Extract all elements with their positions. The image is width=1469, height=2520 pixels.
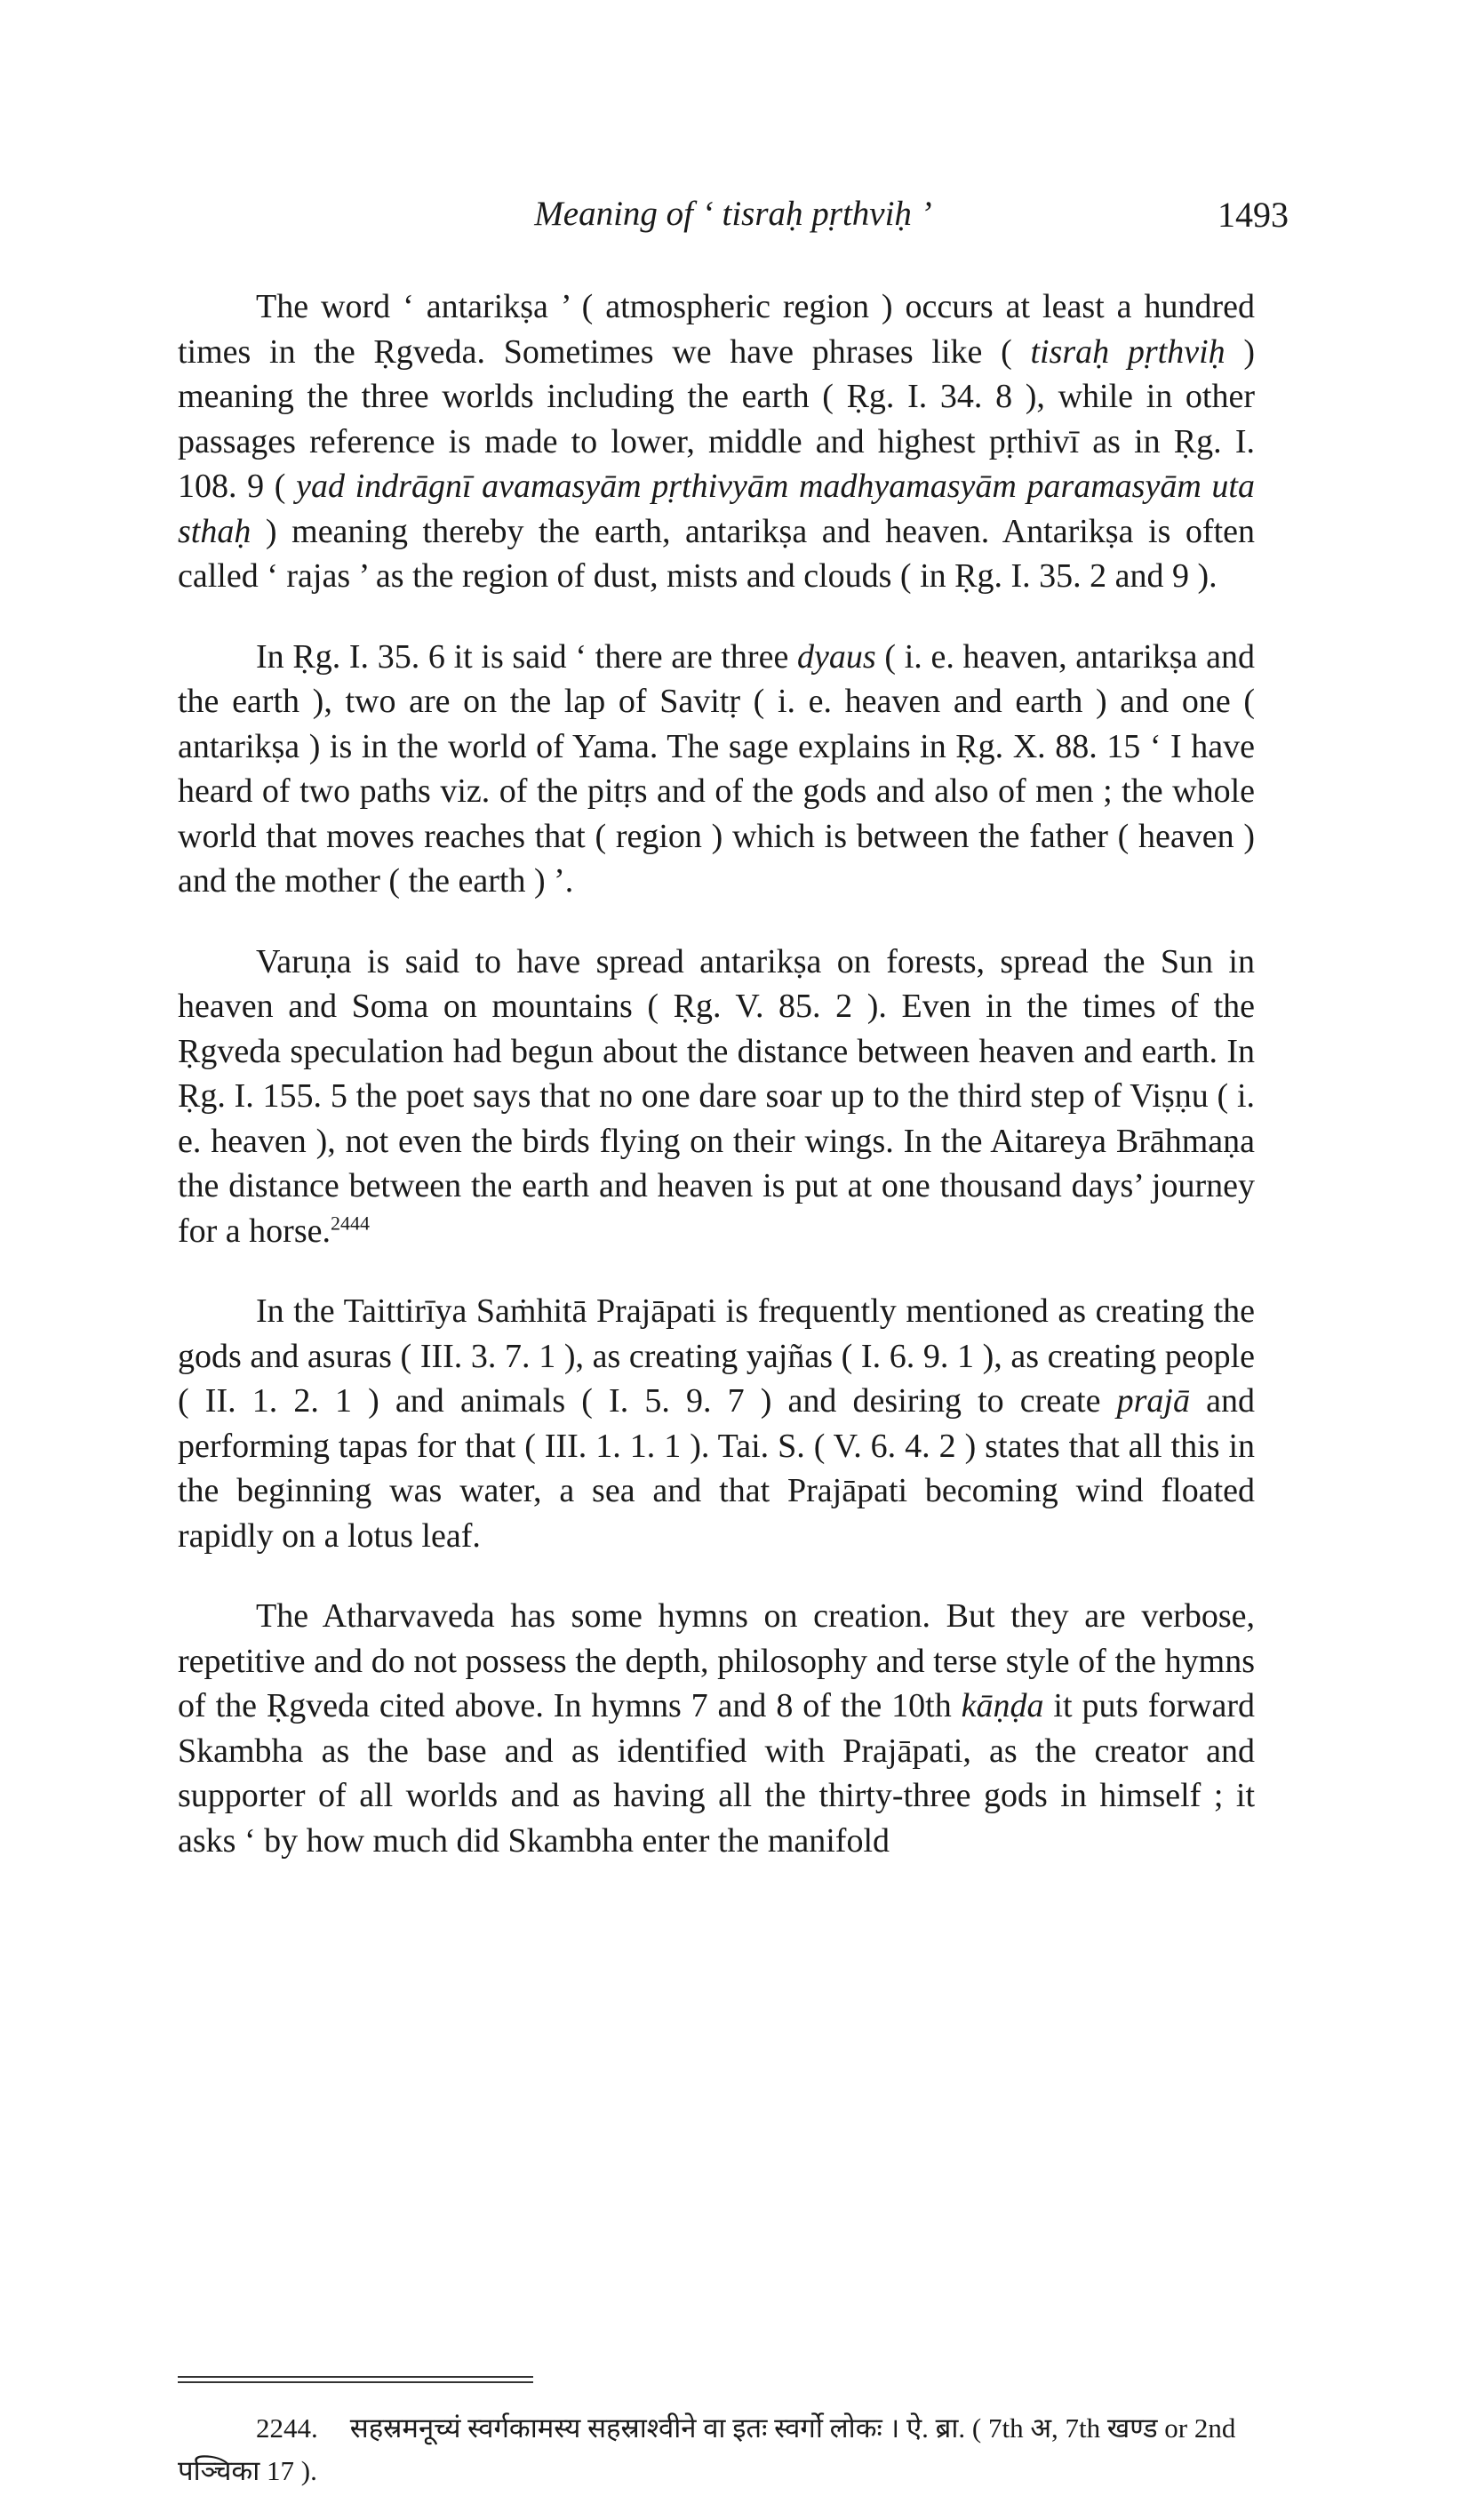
paragraph-3 [178, 940, 1255, 1254]
main-text [178, 284, 1255, 1899]
page-header [178, 194, 1289, 247]
italic-phrase: prajā [1116, 1382, 1190, 1420]
paragraph-2 [178, 635, 1255, 904]
page-number: 1493 [1218, 195, 1289, 235]
text-run: ) meaning the three worlds including the earth ( Ṛg. I. 34. 8 ), while in other passages reference is made to lower, middle and highest pṛthivī as in Ṛg. I. 108. 9 ( [178, 332, 1255, 505]
text-run: ( i. e. heaven, antarikṣa and the earth ), two are on the lap of Savitṛ ( i. e. heaven and earth ) and one ( antarikṣa ) is in the world of Yama. The sage explains in Ṛg. X. 88. 15 ‘ I have heard of two paths viz. of the pitṛs and of the gods and also of men ; the whole world that moves reaches that ( region ) which is between the father ( heaven ) and the mother ( the earth ) ’. [178, 637, 1255, 900]
footnote-number: 2244. [256, 2412, 318, 2444]
text-run: it puts forward Skambha as the base and as identified with Prajāpati, as the creator and supporter of all worlds and as having all the thirty-three gods in himself ; it asks ‘ by how much did Skambha enter the manifold [178, 1687, 1255, 1860]
text-run: The Atharvaveda has some hymns on creation. But they are verbose, repetitive and do not possess the depth, philosophy and terse style of the hymns of the Ṛgveda cited above. In hymns 7 and 8 of the 10th [178, 1597, 1255, 1724]
italic-phrase: dyaus [797, 637, 876, 676]
text-run: In the Taittirīya Saṁhitā Prajāpati is frequently mentioned as creating the gods and asuras ( III. 3. 7. 1 ), as creating yajñas ( I. 6. 9. 1 ), as creating people ( II. 1. 2. 1 ) and animals ( I. 5. 9. 7 ) and desiring to create [178, 1292, 1255, 1420]
italic-phrase: kāṇḍa [961, 1687, 1044, 1724]
text-run: Varuṇa is said to have spread antarikṣa on forests, spread the Sun in heaven and Soma on mountains ( Ṛg. V. 85. 2 ). Even in the times of the Ṛgveda speculation had begun about the distance between heaven and earth. In Ṛg. I. 155. 5 the poet says that no one dare soar up to the third step of Viṣṇu ( i. e. heaven ), not even the birds flying on their wings. In the Aitareya Brāhmaṇa the distance between the earth and heaven is put at one thousand days’ journey for a horse. [178, 942, 1255, 1250]
paragraph-4 [178, 1289, 1255, 1558]
text-run: In Ṛg. I. 35. 6 it is said ‘ there are three [256, 637, 798, 676]
italic-phrase: tisraḥ pṛthviḥ [1030, 332, 1225, 371]
text-run: The word ‘ antarikṣa ’ ( atmospheric region ) occurs at least a hundred times in the Ṛgveda. Sometimes we have phrases like ( [178, 288, 1255, 371]
footnote-reference[interactable]: 2444 [330, 1211, 370, 1234]
paragraph-5 [178, 1594, 1255, 1863]
paragraph-1 [178, 284, 1255, 599]
running-title: Meaning of ‘ tisraḥ pṛthviḥ ’ [534, 195, 932, 233]
italic-phrase: yad indrāgnī avamasyām pṛthivyām madhyamasyām paramasyām uta sthaḥ [178, 468, 1255, 550]
text-run: ) meaning thereby the earth, antarikṣa and heaven. Antarikṣa is often called ‘ rajas ’ as the region of dust, mists and clouds ( in Ṛg. I. 35. 2 and 9 ). [178, 512, 1255, 595]
footnote [178, 2407, 1255, 2492]
text-run: and performing tapas for that ( III. 1. 1. 1 ). Tai. S. ( V. 6. 4. 2 ) states that all this in the beginning was water, a sea and that Prajāpati becoming wind floated rapidly on a lotus leaf. [178, 1382, 1255, 1555]
footnote-separator [178, 2376, 533, 2383]
footnote-text: सहस्रमनूच्यं स्वर्गकामस्य सहस्राश्वीने वा इतः स्वर्गो लोकः । ऐ. ब्रा. ( 7th अ, 7th खण्ड or 2nd पञ्चिका 17 ). [178, 2412, 1236, 2486]
